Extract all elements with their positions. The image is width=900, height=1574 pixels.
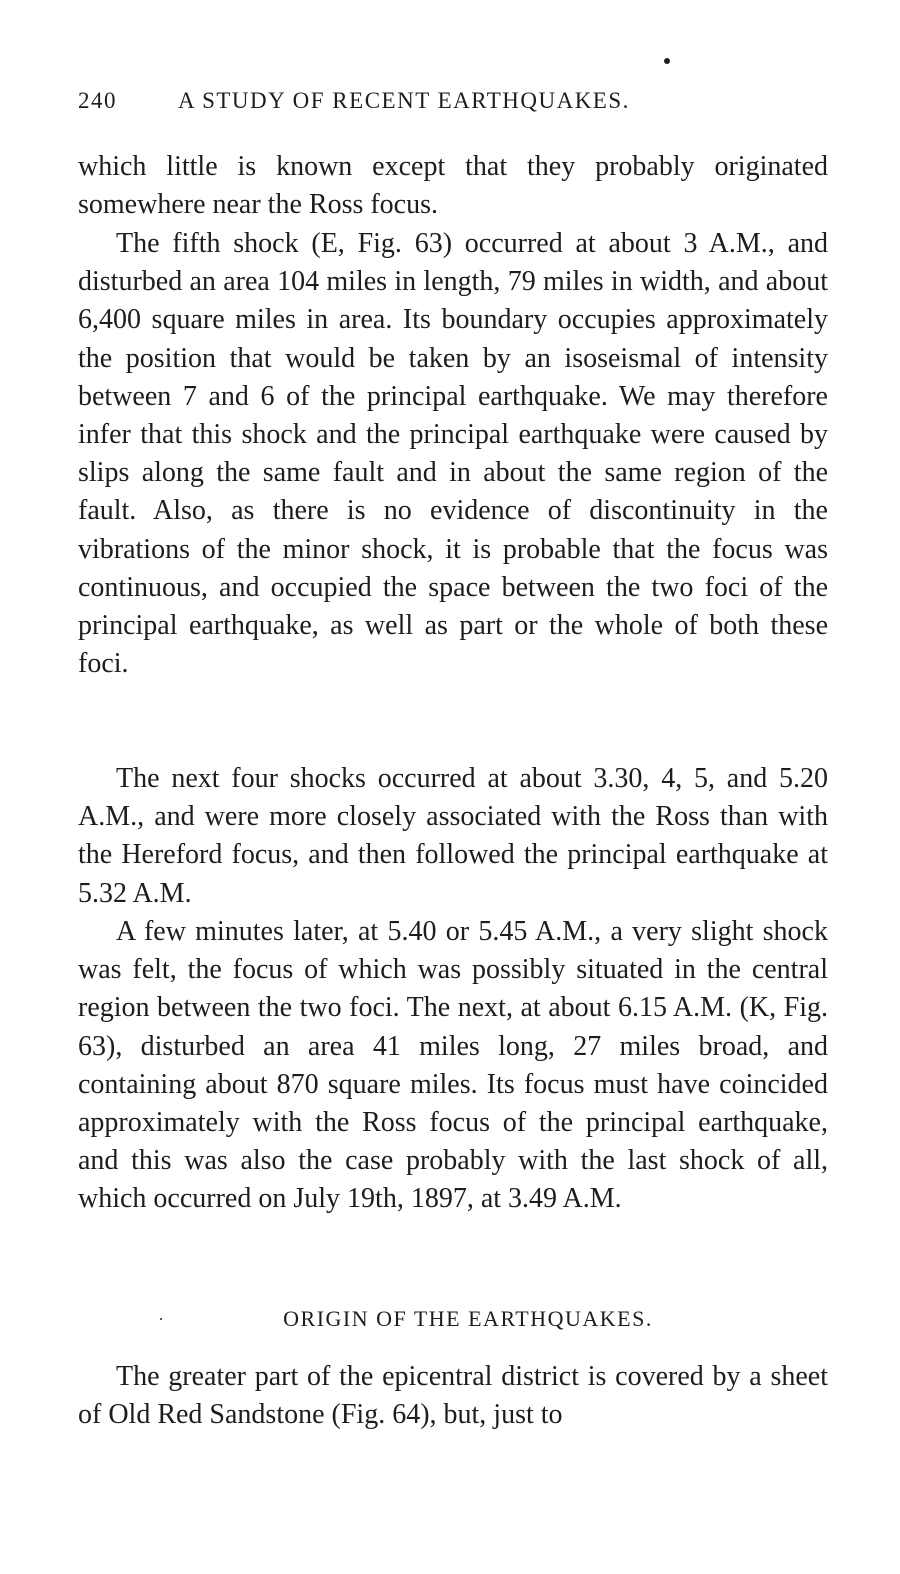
ink-speck (664, 58, 670, 64)
paragraph-fifth-shock: The fifth shock (E, Fig. 63) occurred at about 3 A.M., and disturbed an area 104 miles in length, 79 miles in width, and about 6,400 square miles in area. Its boundary occupies approximately the position that would be taken by an isoseismal of intensity between 7 and 6 of the principal earthquake. We may therefore infer that this shock and the principal earthquake were caused by slips along the same fault and in about the same region of the fault. Also, as there is no evidence of discontinuity in the vibrations of the minor shock, it is probable that the focus was continuous, and occupied the space between the two foci of the principal earthquake, as well as part or the whole of both these foci. (78, 228, 828, 680)
running-title: A STUDY OF RECENT EARTHQUAKES. (178, 88, 630, 113)
page-number: 240 (78, 88, 117, 113)
paragraph-next-four-shocks: The next four shocks occurred at about 3.30, 4, 5, and 5.20 A.M., and were more closely associated with the Ross than with the Hereford focus, and then followed the principal earthquake at 5.32 A.M. (78, 763, 828, 909)
section-heading: ORIGIN OF THE EARTHQUAKES. (283, 1306, 653, 1331)
paragraph-geology: The greater part of the epicentral district is covered by a sheet of Old Red Sandstone (Fig. 64), but, just to (78, 1361, 828, 1431)
paragraph-continuation: which little is known except that they probably originated somewhere near the Ross focus. (78, 151, 828, 221)
paragraph-later-shocks: A few minutes later, at 5.40 or 5.45 A.M., a very slight shock was felt, the focus of which was possibly situated in the central region between the two foci. The next, at about 6.15 A.M. (K, Fig. 63), disturbed an area 41 miles long, 27 miles broad, and containing about 870 square miles. Its focus must have coincided approximately with the Ross focus of the principal earthquake, and this was also the case probably with the last shock of all, which occurred on July 19th, 1897, at 3.49 A.M. (78, 916, 828, 1215)
running-header (78, 88, 828, 118)
